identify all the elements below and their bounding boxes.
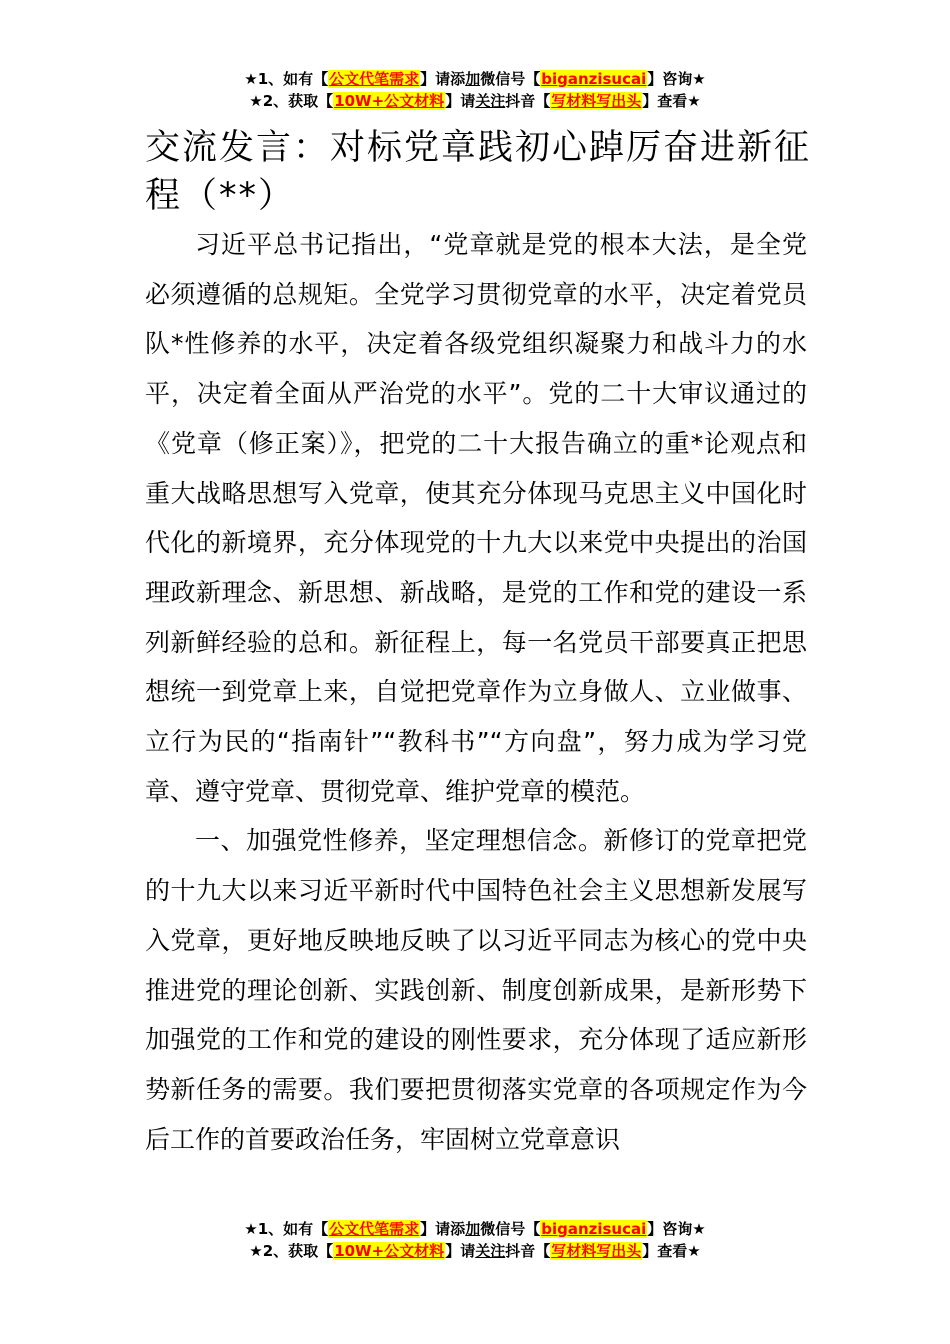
banner-highlight-materials: 10W+公文材料	[334, 92, 445, 110]
footer-banner	[0, 1218, 950, 1262]
banner-highlight-wechat-id: biganzisucai	[541, 1220, 647, 1238]
banner-text: 】请	[445, 92, 476, 110]
banner-text: 】请添	[420, 1220, 466, 1238]
banner-text: 抖音【	[505, 92, 551, 110]
banner-text: 微信号【	[480, 70, 541, 88]
document-title: 交流发言：对标党章践初心踔厉奋进新征程（**）	[145, 128, 812, 216]
body-paragraph: 习近平总书记指出，“党章就是党的根本大法，是全党必须遵循的总规矩。全党学习贯彻党章的水平，决定着党员队*性修养的水平，决定着各级党组织凝聚力和战斗力的水平，决定着全面从严治党的水平”。党的二十大审议通过的《党章（修正案）》，把党的二十大报告确立的重*论观点和重大战略思想写入党章，使其充分体现马克思主义中国化时代化的新境界，充分体现党的十九大以来党中央提出的治国理政新理念、新思想、新战略，是党的工作和党的建设一系列新鲜经验的总和。新征程上，每一名党员干部要真正把思想统一到党章上来，自觉把党章作为立身做人、立业做事、立行为民的“指南针”“教科书”“方向盘”，努力成为学习党章、遵守党章、贯彻党章、维护党章的模范。	[145, 230, 807, 806]
header-banner	[0, 68, 950, 112]
banner-emphasis: 关注	[475, 92, 506, 110]
banner-emphasis: 加	[465, 1220, 481, 1238]
banner-text: 抖音【	[505, 1242, 551, 1260]
banner-emphasis: 关注	[475, 1242, 506, 1260]
banner-text: 】请	[445, 1242, 476, 1260]
banner-suffix: 】查看★	[642, 92, 701, 110]
banner-text: 】请添	[420, 70, 466, 88]
banner-prefix: ★2、获取【	[249, 92, 334, 110]
banner-highlight-douyin: 写材料写出头	[551, 1242, 642, 1260]
banner-suffix: 】咨询★	[647, 70, 706, 88]
footer-banner-line-2	[0, 1240, 950, 1262]
body-paragraph: 一、加强党性修养，坚定理想信念。新修订的党章把党的十九大以来习近平新时代中国特色社会主义思想新发展写入党章，更好地反映地反映了以习近平同志为核心的党中央推进党的理论创新、实践创新、制度创新成果，是新形势下加强党的工作和党的建设的刚性要求，充分体现了适应新形势新任务的需要。我们要把贯彻落实党章的各项规定作为今后工作的首要政治任务，牢固树立党章意识	[145, 826, 807, 1154]
footer-banner-line-1	[0, 1218, 950, 1240]
banner-highlight-service: 公文代笔需求	[329, 1220, 420, 1238]
banner-text: 微信号【	[480, 1220, 541, 1238]
document-body	[145, 220, 807, 1164]
banner-highlight-wechat-id: biganzisucai	[541, 70, 647, 88]
banner-suffix: 】查看★	[642, 1242, 701, 1260]
banner-suffix: 】咨询★	[647, 1220, 706, 1238]
banner-prefix: ★1、如有【	[244, 1220, 329, 1238]
banner-emphasis: 加	[465, 70, 481, 88]
banner-prefix: ★2、获取【	[249, 1242, 334, 1260]
header-banner-line-1	[0, 68, 950, 90]
header-banner-line-2	[0, 90, 950, 112]
banner-highlight-service: 公文代笔需求	[329, 70, 420, 88]
banner-prefix: ★1、如有【	[244, 70, 329, 88]
banner-highlight-douyin: 写材料写出头	[551, 92, 642, 110]
banner-highlight-materials: 10W+公文材料	[334, 1242, 445, 1260]
